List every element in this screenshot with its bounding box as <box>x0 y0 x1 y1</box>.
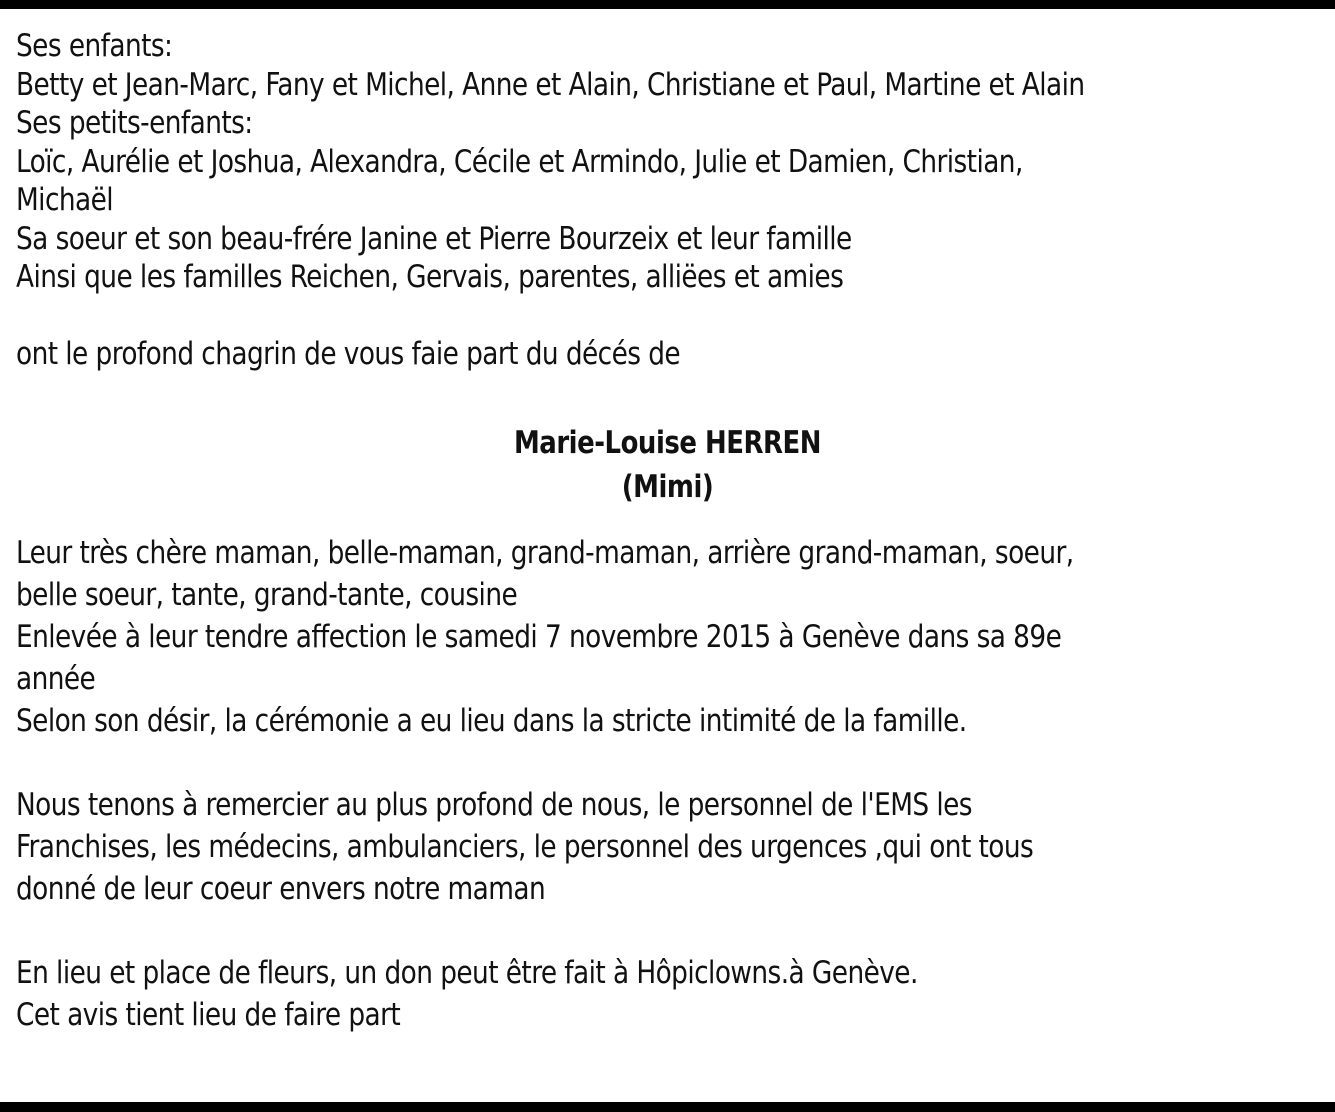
family-section <box>16 27 1230 373</box>
thanks-line-1: Nous tenons à remercier au plus profond de nous, le personnel de l'EMS les <box>16 787 972 823</box>
sibling-line: Sa soeur et son beau-frére Janine et Pierre Bourzeix et leur famille <box>16 220 852 257</box>
deceased-nickname: (Mimi) <box>621 469 714 505</box>
details-section <box>16 532 1244 1036</box>
top-border-rule <box>0 0 1335 9</box>
deceased-name: Marie-Louise HERREN <box>513 425 822 461</box>
children-heading: Ses enfants: <box>16 28 173 64</box>
grandchildren-list-line-1: Loïc, Aurélie et Joshua, Alexandra, Cécile et Armindo, Julie et Damien, Christian, <box>16 143 1023 180</box>
death-line-1: Enlevée à leur tendre affection le samedi 7 novembre 2015 à Genève dans sa 89e <box>16 619 1062 655</box>
announcement-line: ont le profond chagrin de vous faie part du décés de <box>16 335 681 372</box>
other-families-line: Ainsi que les familles Reichen, Gervais, parentes, alliëes et amies <box>16 259 844 295</box>
grandchildren-list-line-2: Michaël <box>16 182 114 218</box>
children-list: Betty et Jean-Marc, Fany et Michel, Anne et Alain, Christiane et Paul, Martine et Alain <box>16 66 1085 103</box>
donation-line: En lieu et place de fleurs, un don peut être fait à Hôpiclowns.à Genève. <box>16 955 918 991</box>
spacer <box>16 910 1244 952</box>
relation-line-2: belle soeur, tante, grand-tante, cousine <box>16 577 518 613</box>
spacer <box>16 742 1244 784</box>
grandchildren-heading: Ses petits-enfants: <box>16 105 253 141</box>
relation-line-1: Leur très chère maman, belle-maman, grand-maman, arrière grand-maman, soeur, <box>16 535 1074 571</box>
ceremony-line: Selon son désir, la cérémonie a eu lieu dans la stricte intimité de la famille. <box>16 703 967 739</box>
thanks-line-3: donné de leur coeur envers notre maman <box>16 871 546 907</box>
closing-line: Cet avis tient lieu de faire part <box>16 997 401 1033</box>
deceased-name-block <box>0 421 1335 509</box>
death-line-2: année <box>16 661 96 697</box>
thanks-line-2: Franchises, les médecins, ambulanciers, le personnel des urgences ,qui ont tous <box>16 829 1034 865</box>
spacer <box>16 297 1230 335</box>
bottom-border-rule <box>0 1102 1335 1112</box>
